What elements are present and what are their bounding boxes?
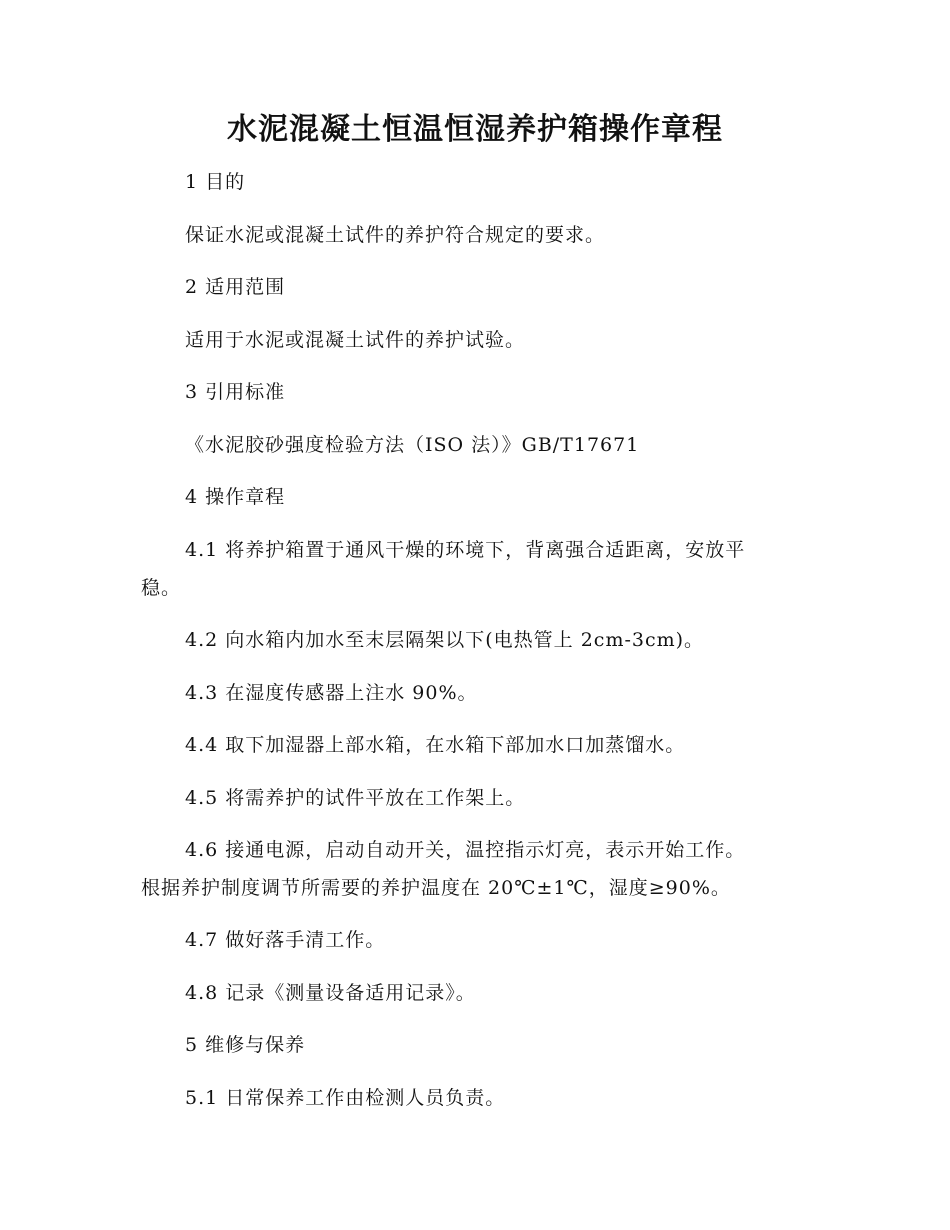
procedure-step-4-3: 4.3 在湿度传感器上注水 90%。 [185,682,478,704]
procedure-step-4-5: 4.5 将需养护的试件平放在工作架上。 [185,787,526,809]
procedure-step-4-1: 4.1 将养护箱置于通风干燥的环境下，背离强合适距离，安放平 [185,539,746,561]
section-heading-procedure: 4 操作章程 [185,486,286,508]
paragraph-reference-standard: 《水泥胶砂强度检验方法（ISO 法）》GB/T17671 [185,434,640,456]
procedure-step-4-6: 4.6 接通电源，启动自动开关，温控指示灯亮，表示开始工作。 [185,839,746,861]
document-title: 水泥混凝土恒温恒湿养护箱操作章程 [227,112,723,147]
section-heading-references: 3 引用标准 [185,381,286,403]
procedure-step-4-2: 4.2 向水箱内加水至末层隔架以下(电热管上 2cm-3cm)。 [185,629,705,651]
paragraph-purpose: 保证水泥或混凝土试件的养护符合规定的要求。 [185,224,606,246]
procedure-step-4-6-continued: 根据养护制度调节所需要的养护温度在 20℃±1℃，湿度≥90%。 [141,877,731,899]
procedure-step-4-1-continued: 稳。 [141,577,182,599]
section-heading-maintenance: 5 维修与保养 [185,1034,306,1056]
paragraph-scope: 适用于水泥或混凝土试件的养护试验。 [185,329,526,351]
section-heading-purpose: 1 目的 [185,171,246,193]
section-heading-scope: 2 适用范围 [185,276,286,298]
maintenance-item-5-1: 5.1 日常保养工作由检测人员负责。 [185,1087,506,1109]
procedure-step-4-4: 4.4 取下加湿器上部水箱，在水箱下部加水口加蒸馏水。 [185,734,686,756]
procedure-step-4-7: 4.7 做好落手清工作。 [185,929,386,951]
procedure-step-4-8: 4.8 记录《测量设备适用记录》。 [185,982,476,1004]
